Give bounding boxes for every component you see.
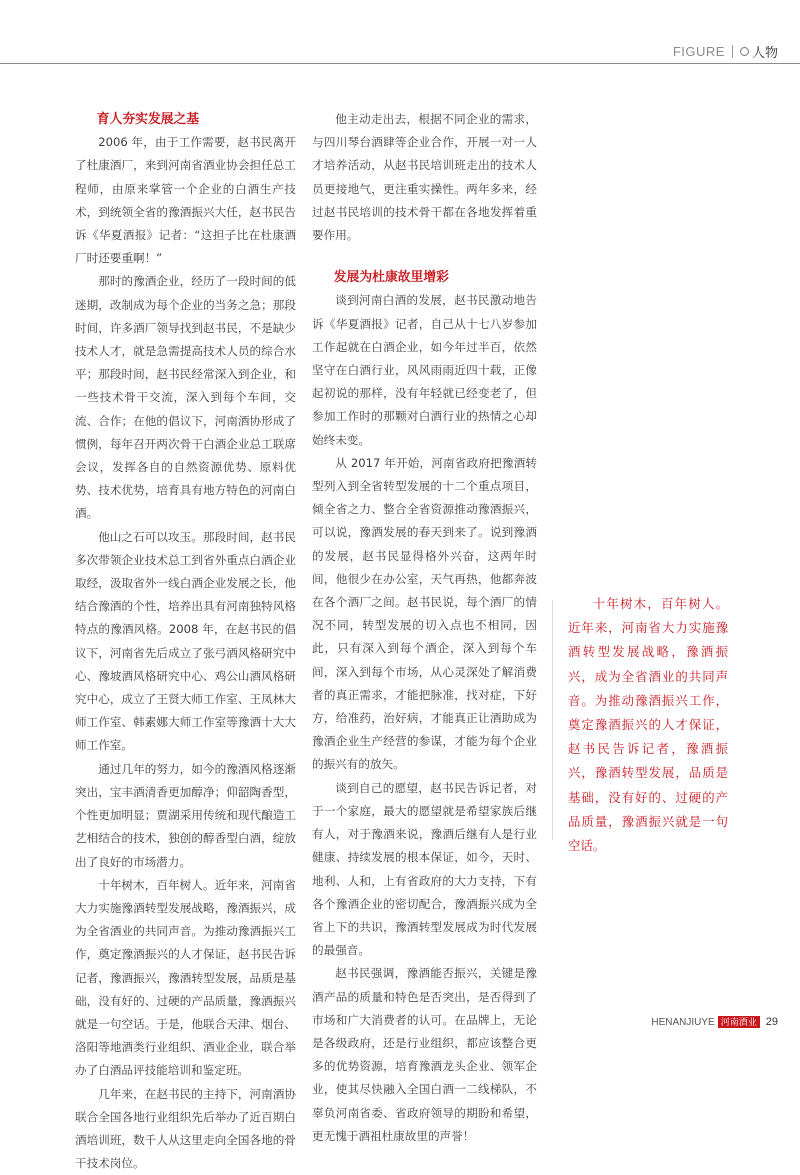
paragraph: 他主动走出去，根据不同企业的需求，与四川琴台酒肆等企业合作，开展一对一人才培养活动，从赵书民培训班走出的技术人员更接地气，更注重实操性。两年多来，经过赵书民培训的技术骨干都在各地发挥着重要作用。 <box>312 112 537 243</box>
paragraph: 他山之石可以攻玉。那段时间，赵书民多次带领企业技术总工到省外重点白酒企业取经，汲取省外一线白酒企业发展之长，他结合豫酒的个性，培养出具有河南独特风格特点的豫酒风格。2008 年，在赵书民的倡议下，河南省先后成立了张弓酒风格研究中心、豫坡酒风格研究中心、鸡公山酒风格研究中心，成立了王贤大师工作室、王凤林大师工作室、韩素娜大师工作室等豫酒十大大师工作室。 <box>75 529 296 753</box>
paragraph: 那时的豫酒企业，经历了一段时间的低迷期，改制成为每个企业的当务之急；那段时间，许多酒厂领导找到赵书民，不是缺少技术人才，就是急需提高技术人员的综合水平；那段时间，赵书民经常深入到企业，和一些技术骨干交流，深入到每个车间，交流、合作；在他的倡议下，河南酒协形成了惯例，每年召开两次骨干白酒企业总工联席会议，发挥各自的自然资源优势、原料优势、技术优势，培育具有地方特色的河南白酒。 <box>75 274 296 521</box>
circle-icon <box>740 47 749 56</box>
paragraph: 2006 年，由于工作需要，赵书民离开了杜康酒厂，来到河南省酒业协会担任总工程师，由原来掌管一个企业的白酒生产技术，到统领全省的豫酒振兴大任，赵书民告诉《华夏酒报》记者：“这担子比在杜康酒厂时还要重啊！” <box>75 135 296 266</box>
magazine-name: HENANJIUYE <box>651 1016 715 1028</box>
paragraph: 谈到自己的愿望，赵书民告诉记者，对于一个家庭，最大的愿望就是希望家族后继有人，对于豫酒来说，豫酒后继有人是行业健康、持续发展的根本保证，如今，天时、地利、人和，上有省政府的大力支持，下有各个豫酒企业的密切配合，豫酒振兴成为全省上下的共识，豫酒转型发展成为时代发展的最强音。 <box>312 780 537 958</box>
paragraph: 谈到河南白酒的发展，赵书民激动地告诉《华夏酒报》记者，自己从十七八岁参加工作起就在白酒企业，如今年过半百，依然坚守在白酒行业，风风雨雨近四十载，正像起初说的那样，没有年轻就已经变老了，但参加工作时的那颗对白酒行业的热情之心却始终未变。 <box>312 293 537 447</box>
header-divider <box>732 45 733 58</box>
header-rule <box>0 63 800 64</box>
section-title-2: 发展为杜康故里增彩 <box>333 270 449 286</box>
paragraph: 几年来，在赵书民的主持下，河南酒协联合全国各地行业组织先后举办了近百期白酒培训班，数千人从这里走向全国各地的骨干技术岗位。 <box>75 1086 296 1171</box>
paragraph: 赵书民强调，豫酒能否振兴，关键是豫酒产品的质量和特色是否突出，是否得到了市场和广大消费者的认可。在品牌上，无论是各级政府，还是行业组织，都应该整合更多的优势资源，培育豫酒龙头企业、领军企业，使其尽快融入全国白酒一二线梯队，不辜负河南省委、省政府领导的期盼和希望，更无愧于酒祖杜康故里的声誉！ <box>312 966 537 1143</box>
pull-quote-divider <box>552 600 553 840</box>
paragraph: 通过几年的努力，如今的豫酒风格逐渐突出，宝丰酒清香更加醇净；仰韶陶香型，个性更加明显；贾湖采用传统和现代酿造工艺相结合的技术，独创的醇香型白酒，绽放出了良好的市场潜力。 <box>75 761 296 869</box>
left-column <box>75 108 296 1175</box>
pull-quote <box>568 592 728 858</box>
page-header <box>673 42 778 61</box>
column-name: 人物 <box>751 46 778 61</box>
page-footer <box>651 1016 778 1028</box>
pull-quote-text: 十年树木，百年树人。近年来，河南省大力实施豫酒转型发展战略，豫酒振兴，成为全省酒业的共同声音。为推动豫酒振兴工作，奠定豫酒振兴的人才保证，赵书民告诉记者，豫酒振兴，豫酒转型发展，品质是基础，没有好的、过硬的产品质量，豫酒振兴就是一句空话。 <box>568 596 728 854</box>
section-title-1: 育人夯实发展之基 <box>96 112 200 127</box>
section-label: FIGURE <box>672 44 725 59</box>
magazine-badge: 河南酒业 <box>718 1016 760 1028</box>
middle-column <box>312 108 537 1148</box>
page-number: 29 <box>765 1016 778 1028</box>
paragraph: 十年树木，百年树人。近年来，河南省大力实施豫酒转型发展战略，豫酒振兴，成为全省酒业的共同声音。为推动豫酒振兴工作，奠定豫酒振兴的人才保证，赵书民告诉记者，豫酒振兴，豫酒转型发展，品质是基础，没有好的、过硬的产品质量，豫酒振兴就是一句空话。于是，他联合天津、烟台、洛阳等地酒类行业组织、酒业企业，联合举办了白酒品评技能培训和鉴定班。 <box>75 877 296 1078</box>
paragraph: 从 2017 年开始，河南省政府把豫酒转型列入到全省转型发展的十二个重点项目，倾全省之力、整合全省资源推动豫酒振兴，可以说，豫酒发展的春天到来了。说到豫酒的发展，赵书民显得格外兴奋，这两年时间，他很少在办公室，天气再热，他都奔波在各个酒厂之间。赵书民说，每个酒厂的情况不同，转型发展的切入点也不相同，因此，只有深入到每个酒企，深入到每个车间，深入到每个市场，从心灵深处了解消费者的真正需求，才能把脉准，找对症，下好方，给准药，治好病，才能真正让酒助成为豫酒企业生产经营的参谋，才能为每个企业的振兴有的放矢。 <box>312 455 537 772</box>
